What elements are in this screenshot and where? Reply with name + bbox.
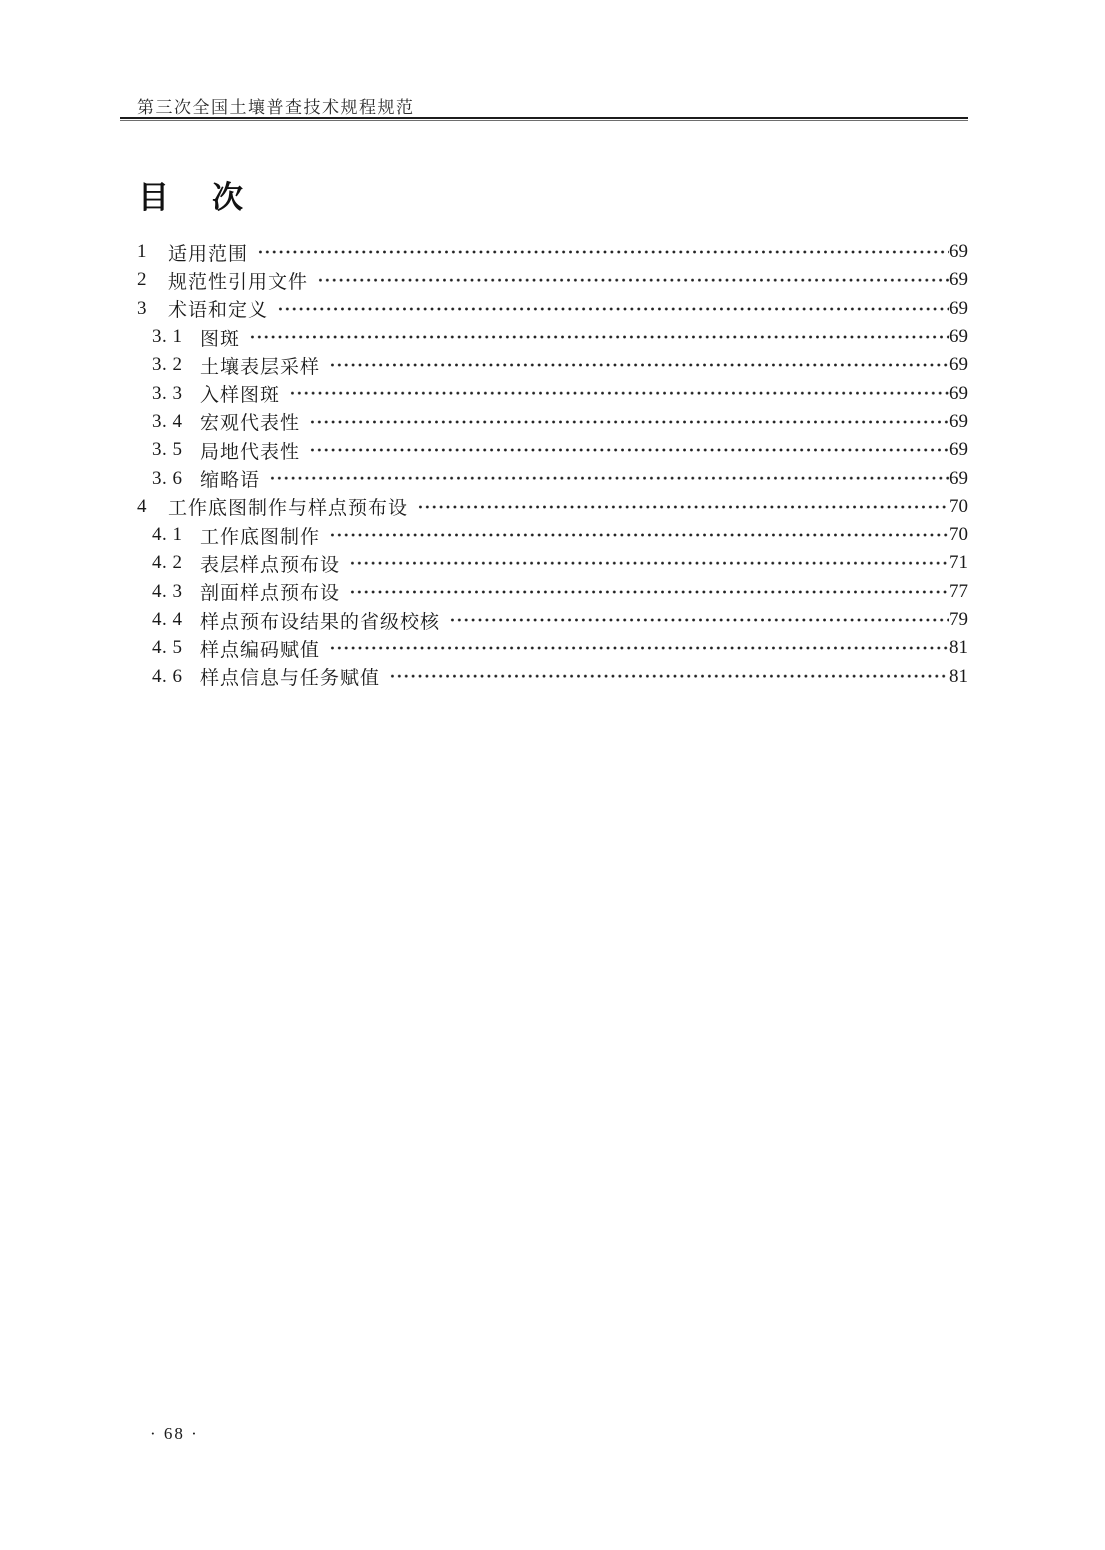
toc-leader-dots [317,266,949,294]
toc-entry-number: 3. 3 [152,382,183,404]
toc-leader-dots [329,634,949,662]
running-header-title: 第三次全国土壤普查技术规程规范 [137,98,415,117]
toc-entry-page: 69 [949,410,968,432]
toc-entry-page: 70 [949,495,968,517]
toc-entry-page: 79 [949,609,968,630]
toc-entry [120,408,968,436]
toc-entry-label: 样点预布设结果的省级校核 [200,611,441,633]
page-title: 目 次 [138,180,249,215]
toc-entry-page: 77 [949,580,968,602]
toc-leader-dots [389,662,949,690]
toc-entry-page: 69 [949,326,968,348]
toc-entry-label: 样点编码赋值 [200,639,321,661]
toc-entry-page: 69 [949,439,968,461]
toc-entry-label: 局地代表性 [200,441,301,463]
toc-entry [120,549,968,577]
toc-entry [120,351,968,379]
toc-entry-number: 4. 5 [152,637,183,659]
footer-page-number: · 68 · [150,1424,199,1443]
toc-leader-dots [289,379,949,407]
toc-entry-page: 69 [949,382,968,404]
toc-entry-page: 69 [949,241,968,263]
toc-entry [120,606,968,634]
toc-entry-label: 入样图斑 [200,385,281,407]
toc-entry-page: 81 [949,665,968,687]
toc-leader-dots [309,408,949,436]
toc-entry [120,521,968,549]
toc-entry-number: 1 [137,241,147,263]
toc-leader-dots [249,323,949,351]
toc-entry-page: 81 [949,637,968,659]
toc-entry-label: 术语和定义 [168,300,269,322]
toc-entry [120,323,968,351]
toc-entry-number: 4 [137,495,147,517]
toc-leader-dots [257,238,949,266]
toc-leader-dots [309,436,949,464]
toc-entry-page: 71 [949,552,968,574]
toc-entry-label: 工作底图制作 [200,526,321,548]
toc-entry [120,634,968,662]
toc-entry-number: 4. 1 [152,524,183,546]
toc-entry-number: 4. 2 [152,552,183,574]
toc-leader-dots [269,464,949,492]
toc-entry-number: 3 [137,297,147,319]
toc-leader-dots [329,521,949,549]
toc-entry-label: 适用范围 [168,243,249,265]
toc-entry-label: 剖面样点预布设 [200,583,341,605]
toc-entry-label: 表层样点预布设 [200,554,341,576]
toc-entry-label: 图斑 [200,328,241,350]
toc-entry-number: 3. 1 [152,326,183,348]
toc-entry-number: 2 [137,269,147,291]
toc-entry-page: 69 [949,354,968,376]
toc-entry-label: 土壤表层采样 [200,356,321,378]
toc-entry-page: 69 [949,467,968,489]
toc-entry-number: 4. 6 [152,665,183,687]
toc-entry-label: 缩略语 [200,470,261,492]
toc-entry-page: 70 [949,524,968,546]
toc-entry [120,238,968,266]
header-rule-divider [120,117,968,121]
toc-entry [120,379,968,407]
toc-leader-dots [349,578,949,606]
toc-leader-dots [449,606,949,634]
toc-leader-dots [277,295,949,323]
toc-entry [120,266,968,294]
toc-entry-label: 样点信息与任务赋值 [200,668,381,690]
toc-leader-dots [349,549,949,577]
toc-entry-label: 规范性引用文件 [168,271,309,293]
toc-entry-page: 69 [949,297,968,319]
toc-entry [120,578,968,606]
toc-entry [120,493,968,521]
toc-entry-number: 3. 2 [152,354,183,376]
toc-entry [120,436,968,464]
toc-entry-page: 69 [949,269,968,291]
toc-leader-dots [417,493,949,521]
toc-entry-label: 工作底图制作与样点预布设 [168,498,409,520]
toc-entry-number: 3. 4 [152,410,183,432]
toc-leader-dots [329,351,949,379]
toc-entry [120,662,968,690]
toc-entry [120,464,968,492]
toc-entry-label: 宏观代表性 [200,413,301,435]
toc-entry-number: 3. 5 [152,439,183,461]
toc-entry-number: 4. 4 [152,609,183,630]
toc-list [120,238,968,691]
toc-entry-number: 4. 3 [152,580,183,602]
toc-entry [120,295,968,323]
toc-entry-number: 3. 6 [152,467,183,489]
